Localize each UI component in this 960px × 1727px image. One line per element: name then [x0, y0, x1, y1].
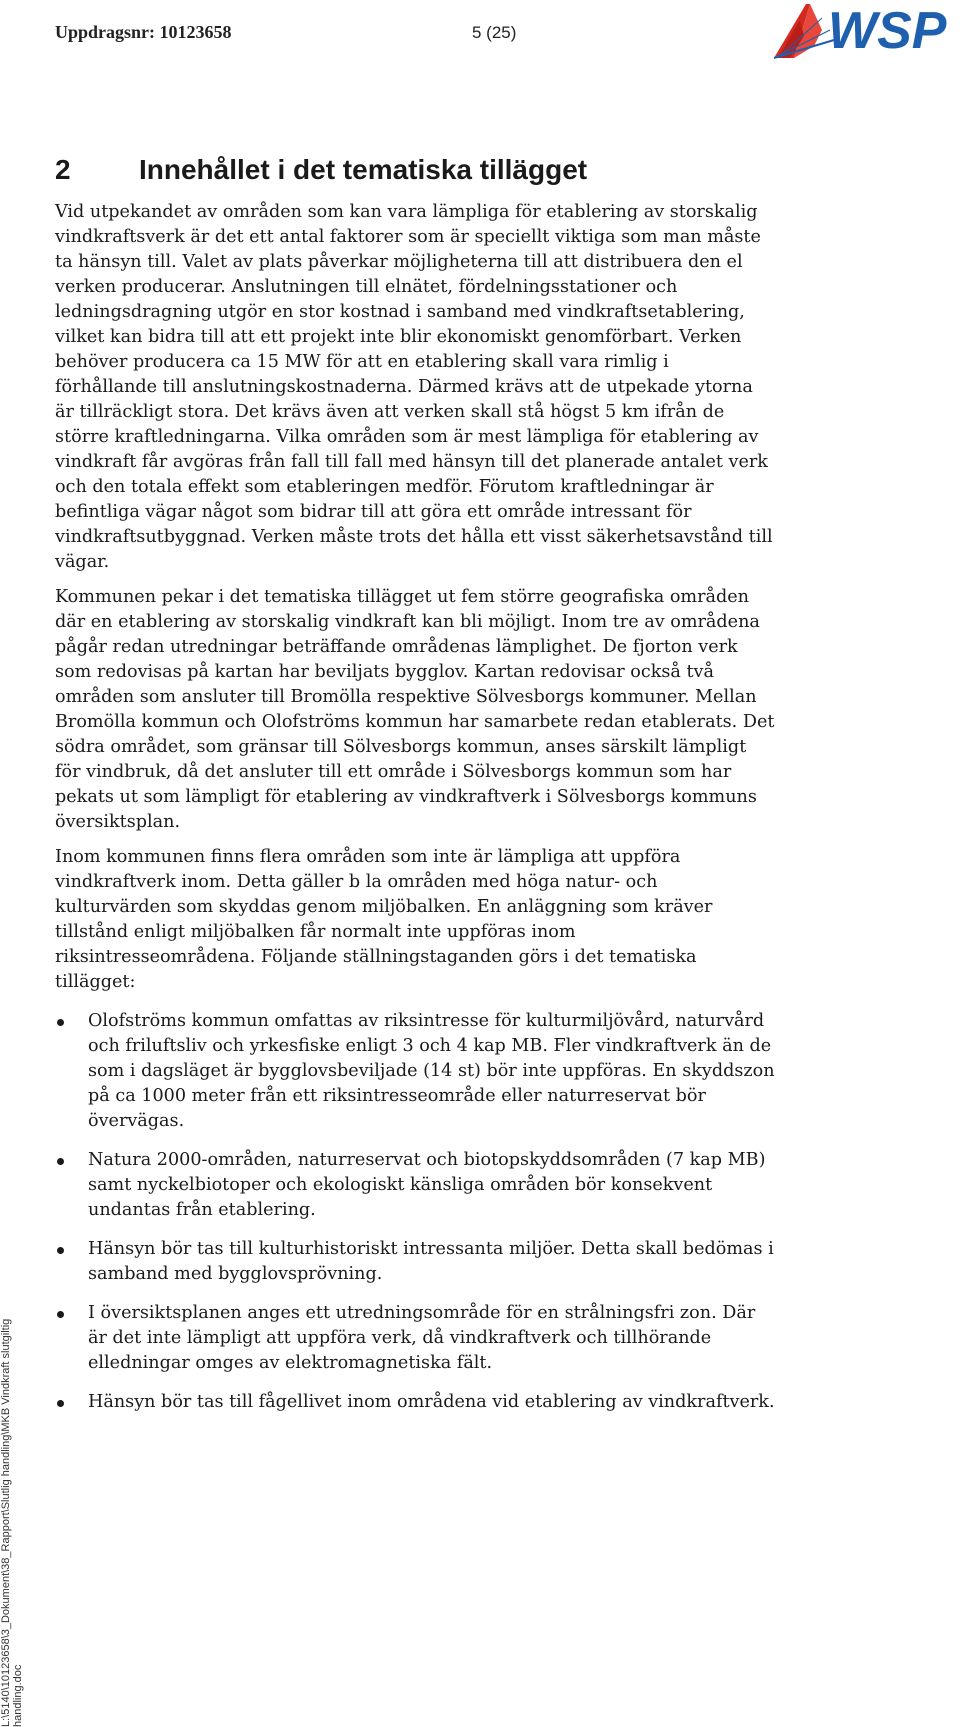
bullet-icon: [57, 1311, 64, 1318]
assignment-number: Uppdragsnr: 10123658: [55, 22, 232, 42]
bullet-icon: [57, 1019, 64, 1026]
body-content: [55, 200, 775, 1429]
logo-text: WSP: [828, 2, 947, 60]
wsp-logo: [770, 0, 960, 62]
list-item: Hänsyn bör tas till kulturhistoriskt intressanta miljöer. Detta skall bedömas i samband med bygglovsprövning.: [55, 1237, 775, 1287]
file-path-margin: [0, 911, 28, 1727]
bullet-icon: [57, 1158, 64, 1165]
list-item: I översiktsplanen anges ett utredningsområde för en strålningsfri zon. Där är det inte lämpligt att uppföra verk, då vindkraftverk och tillhörande elledningar omges av elektromagnetiska fält.: [55, 1301, 775, 1376]
page-number: 5 (25): [472, 23, 517, 42]
list-item: Olofströms kommun omfattas av riksintresse för kulturmiljövård, naturvård och friluftsliv och yrkesfiske enligt 3 och 4 kap MB. Fler vindkraftverk än de som i dagsläget är bygglovsbeviljade (14 st) bör inte uppföras. En skyddszon på ca 1000 meter från ett riksintresseområde eller naturreservat bör övervägas.: [55, 1009, 775, 1134]
section-number: 2: [55, 154, 71, 185]
section-title: Innehållet i det tematiska tillägget: [139, 154, 588, 185]
list-item: Natura 2000-områden, naturreservat och biotopskyddsområden (7 kap MB) samt nyckelbiotoper och ekologiskt känsliga områden bör konsekvent undantas från etablering.: [55, 1148, 775, 1223]
section-heading: [55, 154, 587, 186]
paragraph: Kommunen pekar i det tematiska tillägget ut fem större geografiska områden där en etablering av storskalig vindkraft kan bli möjligt. Inom tre av områdena pågår redan utredningar beträffande områdenas lämplighet. De fjorton verk som redovisas på kartan har beviljats bygglov. Kartan redovisar också två områden som ansluter till Bromölla respektive Sölvesborgs kommuner. Mellan Bromölla kommun och Olofströms kommun har samarbete redan etablerats. Det södra området, som gränsar till Sölvesborgs kommun, anses särskilt lämpligt för vindbruk, då det ansluter till ett område i Sölvesborgs kommun som har pekats ut som lämpligt för etablering av vindkraftverk i Sölvesborgs kommuns översiktsplan.: [55, 587, 775, 832]
list-item: Hänsyn bör tas till fågellivet inom områdena vid etablering av vindkraftverk.: [55, 1390, 775, 1415]
bullet-icon: [57, 1400, 64, 1407]
bullet-list: [55, 1009, 775, 1415]
paragraph: Vid utpekandet av områden som kan vara lämpliga för etablering av storskalig vindkraftsverk är det ett antal faktorer som är speciellt viktiga som man måste ta hänsyn till. Valet av plats påverkar möjligheterna till att distribuera den el verken producerar. Anslutningen till elnätet, fördelningsstationer och ledningsdragning utgör en stor kostnad i samband med vindkraftsetablering, vilket kan bidra till att ett projekt inte blir ekonomiskt genomförbart. Verken behöver producera ca 15 MW för att en etablering skall vara rimlig i förhållande till anslutningskostnaderna. Därmed krävs att de utpekade ytorna är tillräckligt stora. Det krävs även att verken skall stå högst 5 km ifrån de större kraftledningarna. Vilka områden som är mest lämpliga för etablering av vindkraft får avgöras från fall till fall med hänsyn till det planerade antalet verk och den totala effekt som etableringen medför. Förutom kraftledningar är befintliga vägar något som bidrar till att göra ett område intressant för vindkraftsutbyggnad. Verken måste trots det hålla ett visst säkerhetsavstånd till vägar.: [55, 202, 773, 572]
file-path-line1: L:\5140\10123658\3_Dokument\38_Rapport\Slutlig handling\MKB Vindkraft slutgiltig: [0, 1318, 12, 1727]
bullet-icon: [57, 1247, 64, 1254]
page-header: [0, 0, 960, 80]
paragraph: Inom kommunen finns flera områden som inte är lämpliga att uppföra vindkraftverk inom. Detta gäller b la områden med höga natur- och kulturvärden som skyddas genom miljöbalken. En anläggning som kräver tillstånd enligt miljöbalken får normalt inte uppföras inom riksintresseområdena. Följande ställningstaganden görs i det tematiska tillägget:: [55, 847, 713, 992]
file-path-line2: handling.doc: [12, 1664, 24, 1727]
